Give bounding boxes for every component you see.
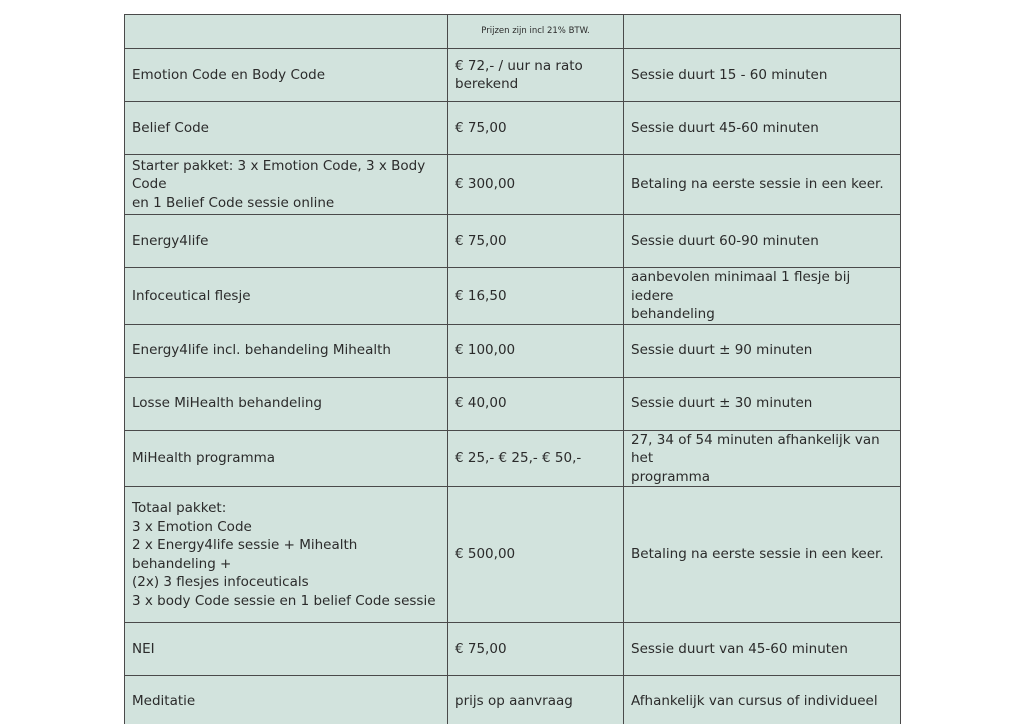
table-row	[125, 430, 901, 487]
info-cell: Sessie duurt 15 - 60 minuten	[624, 49, 901, 102]
price-cell: € 16,50	[448, 268, 624, 325]
price-cell: € 40,00	[448, 377, 624, 430]
service-cell: Energy4life incl. behandeling Mihealth	[125, 324, 448, 377]
info-cell: aanbevolen minimaal 1 flesje bij iedere behandeling	[624, 268, 901, 325]
service-cell: Losse MiHealth behandeling	[125, 377, 448, 430]
price-cell: prijs op aanvraag	[448, 676, 624, 724]
service-cell: Energy4life	[125, 215, 448, 268]
table-row	[125, 676, 901, 724]
price-cell: € 75,00	[448, 102, 624, 155]
service-cell: Totaal pakket: 3 x Emotion Code 2 x Energy4life sessie + Mihealth behandeling + (2x) 3 flesjes infoceuticals 3 x body Code sessie en 1 belief Code sessie	[125, 487, 448, 623]
vat-note: Prijzen zijn incl 21% BTW.	[448, 15, 624, 49]
service-cell: MiHealth programma	[125, 430, 448, 487]
service-cell: NEI	[125, 623, 448, 676]
price-cell: € 100,00	[448, 324, 624, 377]
info-cell: Sessie duurt ± 30 minuten	[624, 377, 901, 430]
service-cell: Starter pakket: 3 x Emotion Code, 3 x Body Code en 1 Belief Code sessie online	[125, 155, 448, 215]
table-row	[125, 268, 901, 325]
header-cell-empty	[624, 15, 901, 49]
price-cell: € 300,00	[448, 155, 624, 215]
info-cell: Afhankelijk van cursus of individueel	[624, 676, 901, 724]
table-row	[125, 49, 901, 102]
info-cell: Sessie duurt van 45-60 minuten	[624, 623, 901, 676]
service-cell: Emotion Code en Body Code	[125, 49, 448, 102]
table-row	[125, 155, 901, 215]
table-row	[125, 102, 901, 155]
info-cell: Betaling na eerste sessie in een keer.	[624, 487, 901, 623]
info-cell: Sessie duurt ± 90 minuten	[624, 324, 901, 377]
table-row	[125, 377, 901, 430]
info-cell: 27, 34 of 54 minuten afhankelijk van het programma	[624, 430, 901, 487]
price-cell: € 500,00	[448, 487, 624, 623]
info-cell: Betaling na eerste sessie in een keer.	[624, 155, 901, 215]
service-cell: Infoceutical flesje	[125, 268, 448, 325]
price-cell: € 75,00	[448, 623, 624, 676]
table-row	[125, 623, 901, 676]
price-table	[124, 14, 901, 724]
price-cell: € 72,- / uur na rato berekend	[448, 49, 624, 102]
service-cell: Meditatie	[125, 676, 448, 724]
table-header-row	[125, 15, 901, 49]
price-cell: € 75,00	[448, 215, 624, 268]
table-row	[125, 487, 901, 623]
table-row	[125, 215, 901, 268]
price-cell: € 25,- € 25,- € 50,-	[448, 430, 624, 487]
service-cell: Belief Code	[125, 102, 448, 155]
table-row	[125, 324, 901, 377]
info-cell: Sessie duurt 45-60 minuten	[624, 102, 901, 155]
info-cell: Sessie duurt 60-90 minuten	[624, 215, 901, 268]
header-cell-empty	[125, 15, 448, 49]
